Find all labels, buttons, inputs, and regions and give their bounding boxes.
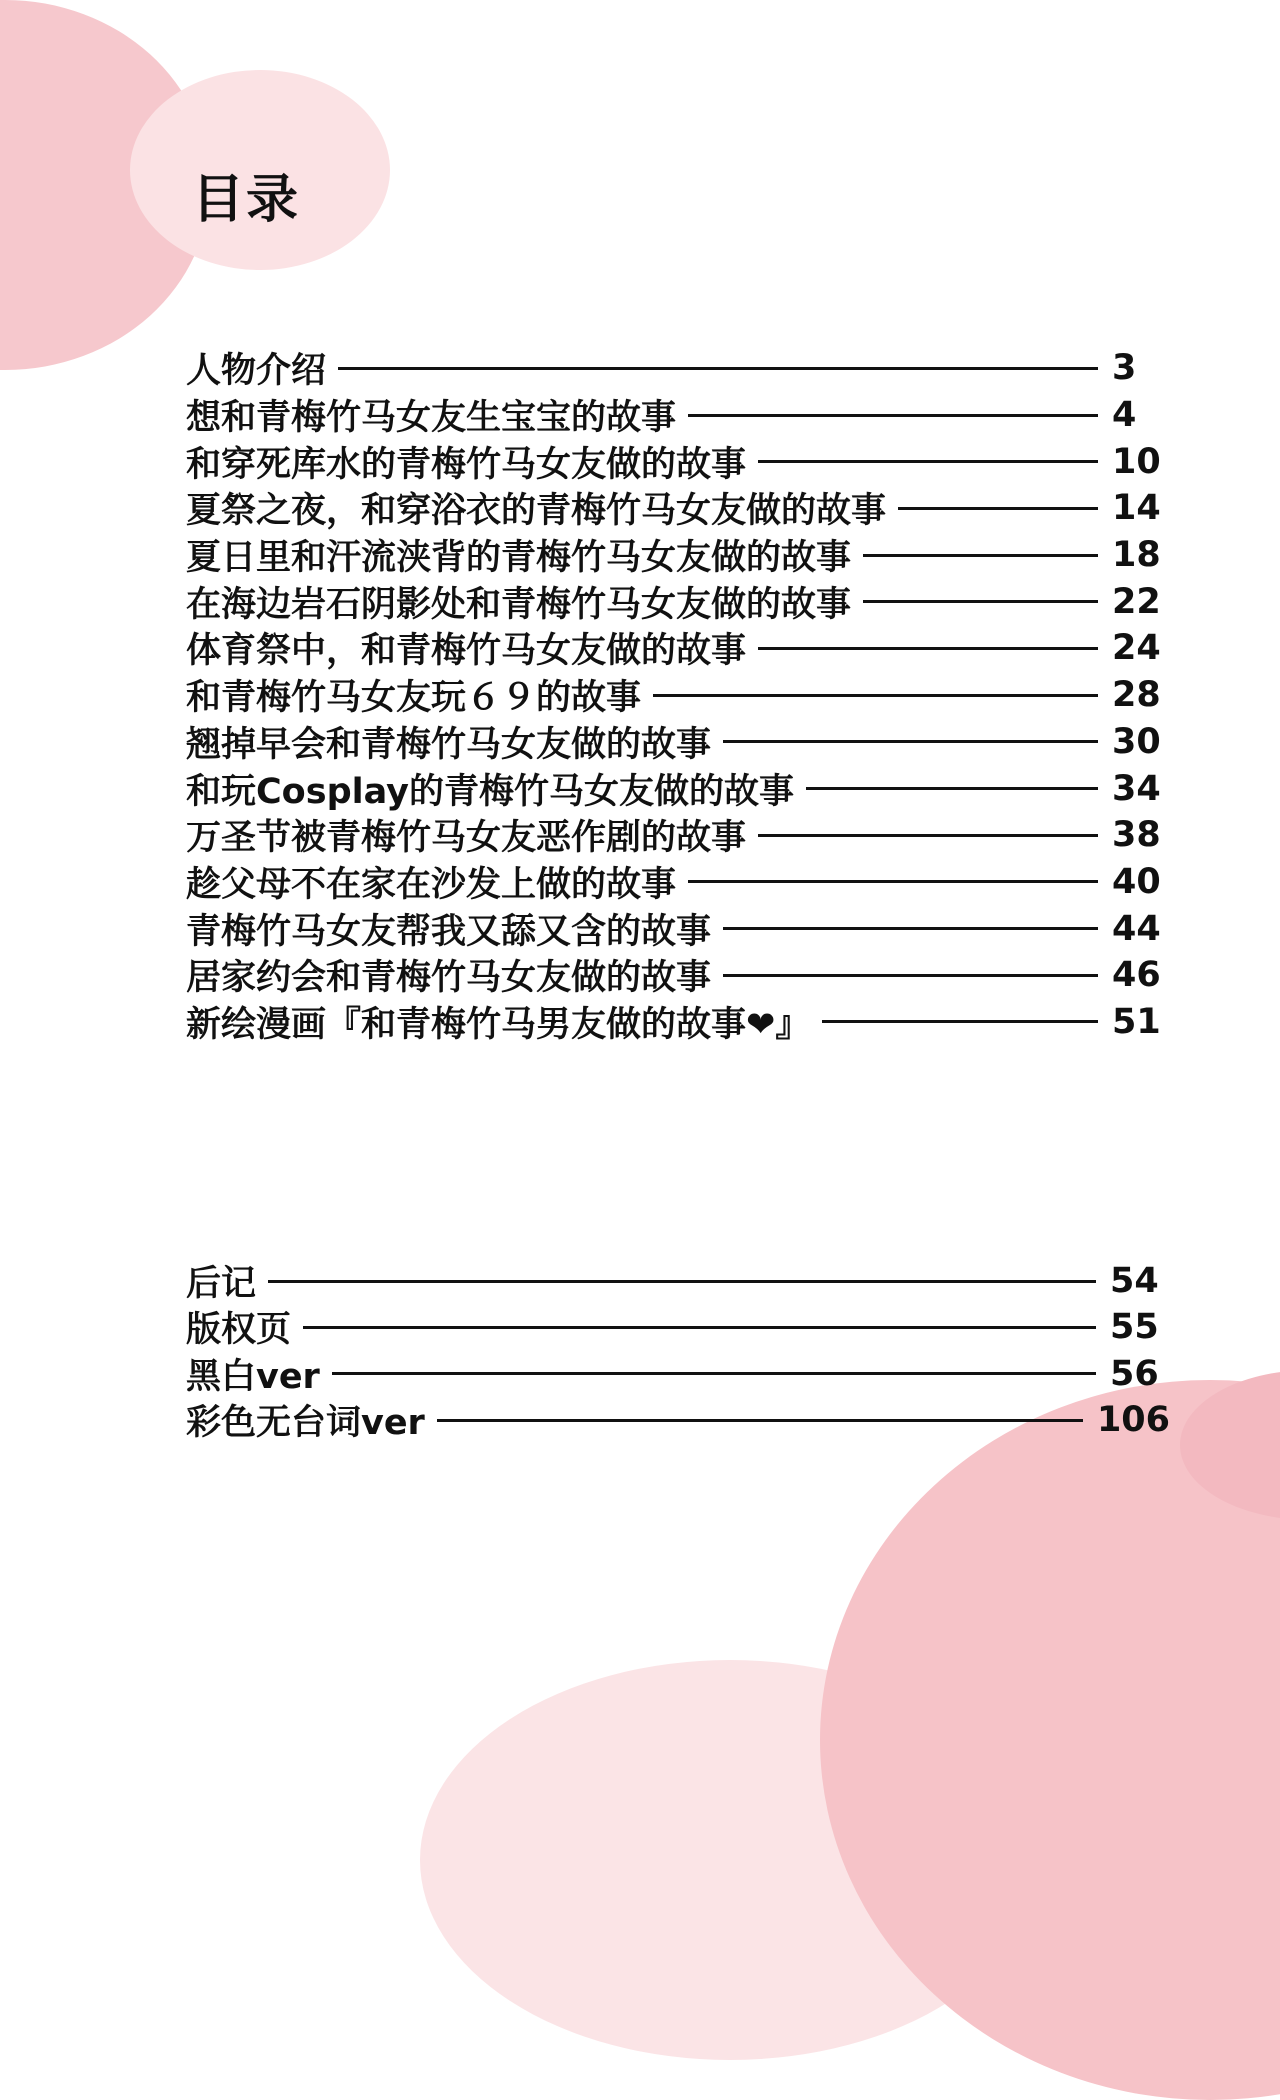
toc-leader-line bbox=[822, 1020, 1098, 1023]
toc-leader-line bbox=[688, 880, 1098, 883]
toc-page-number: 30 bbox=[1112, 721, 1161, 762]
toc-page-number: 46 bbox=[1112, 955, 1161, 996]
toc-leader-line bbox=[863, 554, 1098, 557]
toc-page-number: 4 bbox=[1112, 395, 1137, 436]
back-matter-contents bbox=[186, 1258, 1170, 1443]
toc-leader-line bbox=[723, 927, 1098, 930]
toc-page-number: 40 bbox=[1112, 861, 1161, 902]
toc-page-number: 55 bbox=[1110, 1307, 1159, 1348]
toc-leader-line bbox=[898, 507, 1098, 510]
toc-leader-line bbox=[437, 1419, 1083, 1422]
toc-entry[interactable] bbox=[186, 859, 1170, 906]
toc-leader-line bbox=[688, 414, 1098, 417]
toc-entry[interactable] bbox=[186, 485, 1170, 532]
toc-page-number: 56 bbox=[1110, 1353, 1159, 1394]
toc-entry-title: 彩色无台词ver bbox=[186, 1403, 425, 1444]
toc-entry-title: 人物介绍 bbox=[186, 351, 327, 392]
toc-page-number: 54 bbox=[1110, 1261, 1159, 1302]
toc-leader-line bbox=[723, 974, 1098, 977]
toc-entry-title: 体育祭中，和青梅竹马女友做的故事 bbox=[186, 631, 747, 672]
toc-page-number: 3 bbox=[1112, 348, 1137, 389]
toc-leader-line bbox=[268, 1280, 1096, 1283]
toc-page-number: 38 bbox=[1112, 815, 1161, 856]
toc-entry[interactable] bbox=[186, 532, 1170, 579]
toc-page-number: 18 bbox=[1112, 535, 1161, 576]
toc-entry[interactable] bbox=[186, 625, 1170, 672]
toc-leader-line bbox=[758, 647, 1098, 650]
page-title: 目录 bbox=[192, 170, 301, 230]
toc-entry[interactable] bbox=[186, 1397, 1170, 1443]
toc-entry-title: 居家约会和青梅竹马女友做的故事 bbox=[186, 958, 712, 999]
toc-entry-title: 黑白ver bbox=[186, 1356, 320, 1397]
toc-entry-title: 在海边岩石阴影处和青梅竹马女友做的故事 bbox=[186, 584, 852, 625]
toc-leader-line bbox=[806, 787, 1098, 790]
toc-entry[interactable] bbox=[186, 672, 1170, 719]
toc-leader-line bbox=[863, 600, 1098, 603]
toc-page-number: 106 bbox=[1096, 1400, 1170, 1441]
toc-page-number: 10 bbox=[1112, 441, 1161, 482]
toc-leader-line bbox=[758, 834, 1098, 837]
toc-entry-title: 版权页 bbox=[186, 1310, 292, 1351]
toc-entry-title: 趁父母不在家在沙发上做的故事 bbox=[186, 864, 677, 905]
toc-page-number: 34 bbox=[1112, 768, 1161, 809]
toc-entry-title: 和穿死库水的青梅竹马女友做的故事 bbox=[186, 444, 747, 485]
toc-entry-title: 翘掉早会和青梅竹马女友做的故事 bbox=[186, 724, 712, 765]
toc-entry-title: 后记 bbox=[186, 1264, 257, 1305]
toc-page-number: 28 bbox=[1112, 675, 1161, 716]
toc-entry[interactable] bbox=[186, 905, 1170, 952]
toc-leader-line bbox=[723, 740, 1098, 743]
toc-entry-title: 想和青梅竹马女友生宝宝的故事 bbox=[186, 398, 677, 439]
toc-entry[interactable] bbox=[186, 578, 1170, 625]
toc-leader-line bbox=[653, 694, 1098, 697]
table-of-contents bbox=[186, 345, 1170, 1045]
toc-entry[interactable] bbox=[186, 812, 1170, 859]
toc-entry[interactable] bbox=[186, 1304, 1170, 1350]
toc-entry-title: 夏祭之夜，和穿浴衣的青梅竹马女友做的故事 bbox=[186, 491, 887, 532]
toc-entry-title: 和青梅竹马女友玩６９的故事 bbox=[186, 678, 642, 719]
toc-page-number: 14 bbox=[1112, 488, 1161, 529]
toc-leader-line bbox=[303, 1326, 1096, 1329]
toc-entry[interactable] bbox=[186, 999, 1170, 1046]
toc-leader-line bbox=[332, 1372, 1096, 1375]
toc-leader-line bbox=[338, 367, 1098, 370]
toc-entry[interactable] bbox=[186, 438, 1170, 485]
toc-leader-line bbox=[758, 460, 1098, 463]
toc-entry-title: 青梅竹马女友帮我又舔又含的故事 bbox=[186, 911, 712, 952]
toc-page-number: 44 bbox=[1112, 908, 1161, 949]
toc-entry[interactable] bbox=[186, 392, 1170, 439]
toc-entry-title: 夏日里和汗流浃背的青梅竹马女友做的故事 bbox=[186, 538, 852, 579]
toc-page-number: 22 bbox=[1112, 581, 1161, 622]
toc-entry[interactable] bbox=[186, 1351, 1170, 1397]
toc-entry[interactable] bbox=[186, 765, 1170, 812]
toc-entry-title: 万圣节被青梅竹马女友恶作剧的故事 bbox=[186, 818, 747, 859]
toc-page-number: 24 bbox=[1112, 628, 1161, 669]
toc-entry[interactable] bbox=[186, 1258, 1170, 1304]
toc-entry[interactable] bbox=[186, 719, 1170, 766]
toc-entry[interactable] bbox=[186, 952, 1170, 999]
toc-page-number: 51 bbox=[1112, 1001, 1161, 1042]
toc-entry[interactable] bbox=[186, 345, 1170, 392]
toc-entry-title: 新绘漫画『和青梅竹马男友做的故事❤』 bbox=[186, 1004, 811, 1045]
toc-entry-title: 和玩Cosplay的青梅竹马女友做的故事 bbox=[186, 771, 794, 812]
